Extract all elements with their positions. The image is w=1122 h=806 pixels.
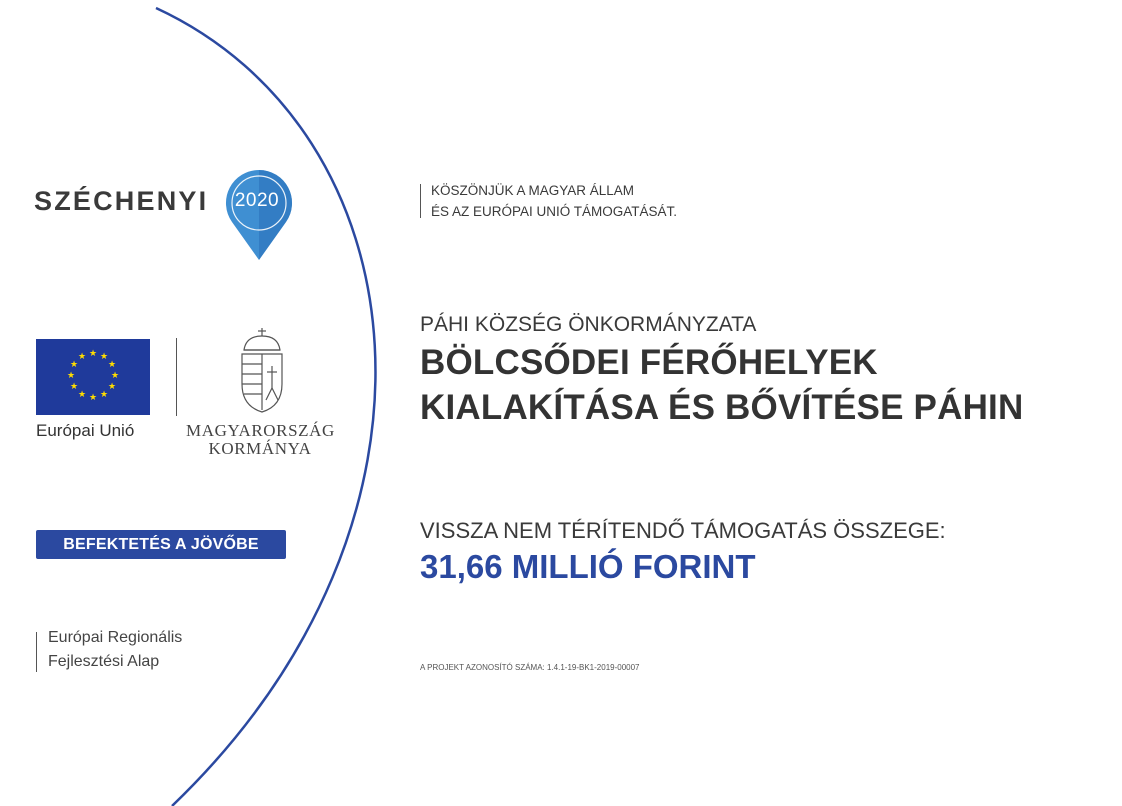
logo-divider xyxy=(176,338,177,416)
hungarian-crest-icon xyxy=(236,326,288,414)
beneficiary-name: PÁHI KÖZSÉG ÖNKORMÁNYZATA xyxy=(420,313,757,336)
eu-label: Európai Unió xyxy=(36,421,135,440)
invest-future-badge: BEFEKTETÉS A JÖVŐBE xyxy=(36,530,286,559)
thanks-line1: KÖSZÖNJÜK A MAGYAR ÁLLAM xyxy=(431,183,635,198)
eu-flag-icon xyxy=(36,339,150,415)
fund-name-line1: Európai Regionális xyxy=(48,629,183,646)
thanks-line2: ÉS AZ EURÓPAI UNIÓ TÁMOGATÁSÁT. xyxy=(431,204,678,219)
thanks-divider xyxy=(420,184,421,218)
government-label-line2: KORMÁNYA xyxy=(208,439,312,458)
fund-name-line2: Fejlesztési Alap xyxy=(48,653,160,670)
szechenyi-logo-text: SZÉCHENYI xyxy=(34,186,209,216)
support-amount-label: VISSZA NEM TÉRÍTENDŐ TÁMOGATÁS ÖSSZEGE: xyxy=(420,518,946,543)
support-amount-value: 31,66 MILLIÓ FORINT xyxy=(420,548,756,585)
svg-text:★: ★ xyxy=(77,390,87,400)
svg-text:★: ★ xyxy=(69,360,79,370)
svg-text:★: ★ xyxy=(77,352,87,362)
svg-text:★: ★ xyxy=(99,352,109,362)
svg-text:★: ★ xyxy=(110,371,120,381)
svg-text:★: ★ xyxy=(69,382,79,392)
project-id: A PROJEKT AZONOSÍTÓ SZÁMA: 1.4.1-19-BK1-2019-00007 xyxy=(420,663,640,672)
government-label-line1: MAGYARORSZÁG xyxy=(186,421,335,440)
svg-text:★: ★ xyxy=(88,349,98,359)
svg-text:★: ★ xyxy=(88,393,98,403)
project-title-line2: KIALAKÍTÁSA ÉS BŐVÍTÉSE PÁHIN xyxy=(420,388,1024,427)
svg-text:★: ★ xyxy=(107,360,117,370)
szechenyi-pin-icon xyxy=(224,168,294,262)
svg-text:★: ★ xyxy=(66,371,76,381)
svg-text:★: ★ xyxy=(99,390,109,400)
szechenyi-year: 2020 xyxy=(234,190,280,211)
fund-divider xyxy=(36,632,37,672)
svg-text:★: ★ xyxy=(107,382,117,392)
project-title-line1: BÖLCSŐDEI FÉRŐHELYEK xyxy=(420,343,878,382)
